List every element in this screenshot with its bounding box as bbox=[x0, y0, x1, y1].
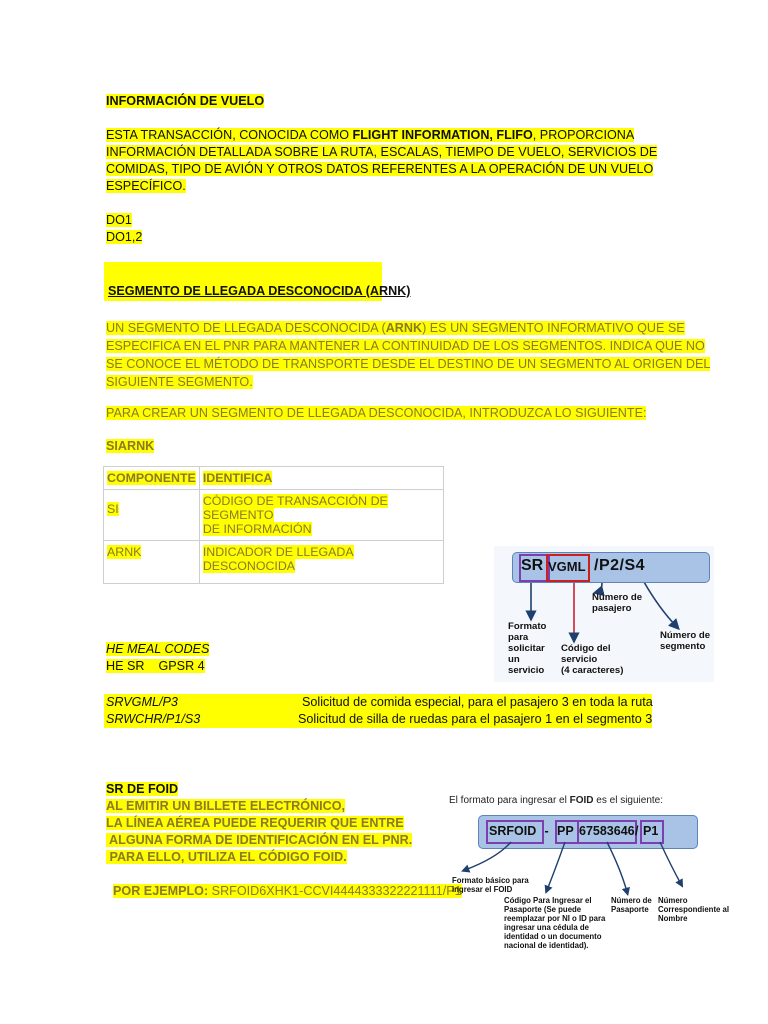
component-table bbox=[103, 466, 444, 584]
foid-part-pp: PP bbox=[557, 824, 574, 838]
foid-example: POR EJEMPLO: SRFOID6XHK1-CCVI4444333322221111/P1 bbox=[113, 884, 462, 898]
foid-part-srfoid: SRFOID bbox=[489, 824, 537, 838]
table-row bbox=[104, 541, 444, 584]
flight-info-cmd-1: DO1 bbox=[106, 213, 132, 227]
meal-codes-cmd: HE SR GPSR 4 bbox=[106, 659, 205, 673]
arnk-title: SEGMENTO DE LLEGADA DESCONOCIDA (ARNK) bbox=[108, 284, 411, 298]
flight-info-para-line-3: COMIDAS, TIPO DE AVIÓN Y OTROS DATOS REFERENTES A LA OPERACIÓN DE UN VUELO bbox=[106, 162, 654, 176]
foid-label-basico: Formato básico para ingresar el FOID bbox=[452, 876, 529, 894]
table-cell: ARNK bbox=[104, 541, 200, 584]
table-cell: CÓDIGO DE TRANSACCIÓN DE SEGMENTO DE INFORMACIÓN bbox=[199, 490, 443, 541]
flight-info-para-line-4: ESPECÍFICO. bbox=[106, 179, 186, 193]
list-item: SRWCHR/P1/S3 bbox=[106, 712, 201, 726]
flight-info-para-line-2: INFORMACIÓN DETALLADA SOBRE LA RUTA, ESCALAS, TIEMPO DE VUELO, SERVICIOS DE bbox=[106, 145, 658, 159]
foid-part-num: 67583646 bbox=[579, 824, 635, 838]
foid-label-codigo: Código Para Ingresar el Pasaporte (Se puede reemplazar por NI o ID para ingresar una cédula de identidad o un documento nacional de identidad). bbox=[504, 896, 606, 950]
foid-line-4: PARA ELLO, UTILIZA EL CÓDIGO FOID. bbox=[106, 850, 347, 864]
foid-part-slash: / bbox=[635, 824, 639, 838]
arnk-command: SIARNK bbox=[106, 439, 155, 453]
table-cell: INDICADOR DE LLEGADA DESCONOCIDA bbox=[199, 541, 443, 584]
list-item-desc: Solicitud de comida especial, para el pasajero 3 en toda la ruta bbox=[302, 695, 653, 709]
table-row bbox=[104, 490, 444, 541]
list-item: SRVGML/P3 bbox=[106, 695, 178, 709]
arnk-para-line-1: UN SEGMENTO DE LLEGADA DESCONOCIDA (ARNK) ES UN SEGMENTO INFORMATIVO QUE SE bbox=[106, 321, 685, 335]
foid-diagram-caption: El formato para ingresar el FOID es el siguiente: bbox=[449, 795, 664, 806]
foid-line-3: ALGUNA FORMA DE IDENTIFICACIÓN EN EL PNR. bbox=[106, 833, 413, 847]
table-cell: SI bbox=[104, 490, 200, 541]
foid-line-2: LA LÍNEA AÉREA PUEDE REQUERIR QUE ENTRE bbox=[106, 816, 404, 830]
sr-label-formato: Formato para solicitar un servicio bbox=[508, 621, 547, 676]
foid-part-dash: - bbox=[541, 824, 553, 838]
foid-title: SR DE FOID bbox=[106, 782, 179, 796]
foid-part-p1: P1 bbox=[643, 824, 659, 838]
sr-part-sr: SR bbox=[521, 557, 544, 574]
flight-info-title: INFORMACIÓN DE VUELO bbox=[106, 94, 265, 108]
arnk-para-line-3: SE CONOCE EL MÉTODO DE TRANSPORTE DESDE EL DESTINO DE UN SEGMENTO AL ORIGEN DEL bbox=[106, 357, 711, 371]
flight-info-cmd-2: DO1,2 bbox=[106, 230, 143, 244]
foid-line-1: AL EMITIR UN BILLETE ELECTRÓNICO, bbox=[106, 799, 346, 813]
table-header-row bbox=[104, 467, 444, 490]
sr-part-rest: /P2/S4 bbox=[594, 557, 646, 574]
meal-codes-title: HE MEAL CODES bbox=[106, 642, 210, 656]
arnk-para-line-2: ESPECIFICA EN EL PNR PARA MANTENER LA CONTINUIDAD DE LOS SEGMENTOS. INDICA QUE NO bbox=[106, 339, 705, 353]
foid-label-nombre: Número Correspondiente al Nombre bbox=[658, 896, 730, 923]
sr-label-pasajero: Número de pasajero bbox=[592, 592, 643, 614]
arnk-para-line-4: SIGUIENTE SEGMENTO. bbox=[106, 375, 253, 389]
sr-part-code: VGML bbox=[548, 559, 586, 574]
arnk-para-2: PARA CREAR UN SEGMENTO DE LLEGADA DESCONOCIDA, INTRODUZCA LO SIGUIENTE: bbox=[106, 406, 647, 420]
flight-info-para-line-1: ESTA TRANSACCIÓN, CONOCIDA COMO FLIGHT INFORMATION, FLIFO, PROPORCIONA bbox=[106, 128, 635, 142]
foid-label-pasaporte: Número de Pasaporte bbox=[611, 896, 652, 914]
sr-label-segmento: Número de segmento bbox=[660, 630, 711, 652]
list-item-desc: Solicitud de silla de ruedas para el pasajero 1 en el segmento 3 bbox=[298, 712, 653, 726]
table-header-cell: IDENTIFICA bbox=[199, 467, 443, 490]
sr-label-codigo: Código del servicio (4 caracteres) bbox=[561, 643, 624, 676]
table-header-cell: COMPONENTE bbox=[104, 467, 200, 490]
